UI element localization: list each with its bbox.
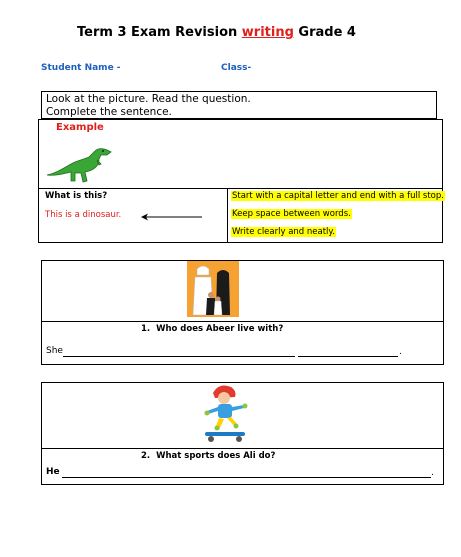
title-highlight: writing xyxy=(241,25,294,40)
family-image xyxy=(187,261,239,317)
example-heading: Example xyxy=(56,122,104,133)
answer-line-1a[interactable] xyxy=(63,356,295,357)
skateboard-boy-image xyxy=(199,383,251,445)
student-name-label: Student Name - xyxy=(41,63,121,73)
page-title: Term 3 Exam Revision writing Grade 4 xyxy=(77,25,356,40)
arrow-left-icon xyxy=(141,213,203,221)
class-label: Class- xyxy=(221,63,252,73)
example-box xyxy=(38,119,443,243)
question-1-starter: She xyxy=(46,346,63,356)
answer-line-2[interactable] xyxy=(62,477,431,478)
tip-capital-letter: Start with a capital letter and end with a full stop. xyxy=(232,191,444,201)
question-2-end: . xyxy=(431,468,434,478)
example-answer: This is a dinosaur. xyxy=(45,210,122,220)
instruction-line-1: Look at the picture. Read the question. xyxy=(46,93,251,105)
instructions-box xyxy=(41,91,437,119)
tip-neatly: Write clearly and neatly. xyxy=(232,227,335,237)
question-2-starter: He xyxy=(46,467,60,477)
question-1-end: . xyxy=(399,347,402,357)
answer-line-1b[interactable] xyxy=(298,356,398,357)
tip-spacing: Keep space between words. xyxy=(232,209,351,219)
instruction-line-2: Complete the sentence. xyxy=(46,106,172,118)
question-1-text: 1. Who does Abeer live with? xyxy=(141,324,284,334)
question-1-box xyxy=(41,260,444,365)
example-question: What is this? xyxy=(45,191,108,201)
question-2-text: 2. What sports does Ali do? xyxy=(141,451,276,461)
question-2-box xyxy=(41,382,444,485)
dinosaur-image xyxy=(45,145,113,185)
